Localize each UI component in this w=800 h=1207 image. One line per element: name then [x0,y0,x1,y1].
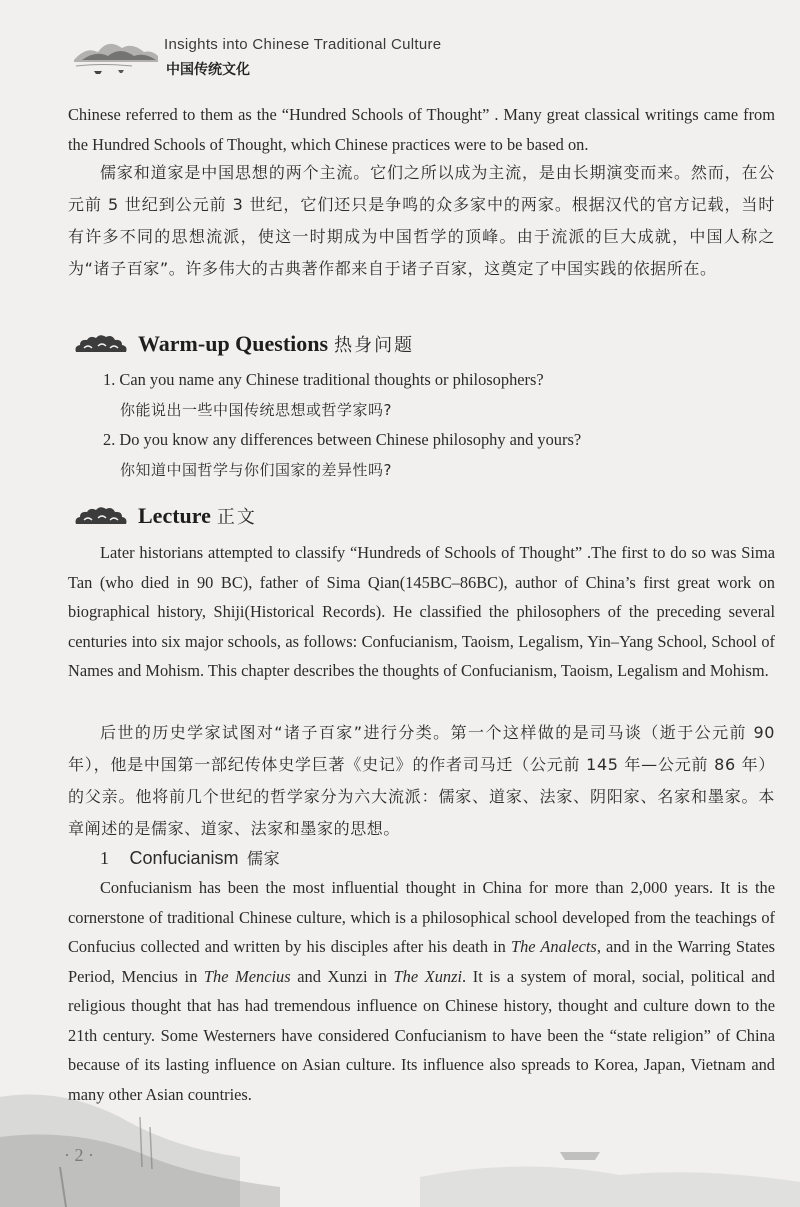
confucianism-text: Confucianism has been the most influential thought in China for more than 2,000 years. It is the cornerstone of traditional Chinese culture, which is a philosophical school developed from the teachings of Confucius collected and written by his disciples after his death in The Analects, and in the Warring States Period, Mencius in The Mencius and Xunzi in The Xunzi. It is a system of moral, social, political and religious thought that has had tremendous influence on Chinese history, thought and culture down to the 21th century. Some Westerners have considered Confucianism to have been the “state religion” of China because of its lasting influence on Asian culture. Its influence also spreads to Korea, Japan, Vietnam and many other Asian countries. [68,878,775,1104]
intro-chinese-paragraph [68,157,775,285]
lecture-heading-text: Lecture [138,503,211,528]
lecture-chinese-paragraph [68,717,775,845]
cloud-ornament-icon [72,504,130,528]
question-chinese: 你能说出一些中国传统思想或哲学家吗? [120,401,392,419]
intro-english-paragraph [68,100,775,159]
lecture-heading-cn: 正文 [216,507,257,528]
section-number: 1 [100,848,109,868]
question-english: 1. Can you name any Chinese traditional thoughts or philosophers? [103,370,544,389]
warmup-heading-text: Warm-up Questions [138,331,329,356]
section-name: Confucianism [129,848,239,868]
book-title: The Mencius [203,966,291,986]
warmup-heading [72,326,414,362]
book-title: The Xunzi [393,966,463,986]
cloud-ornament-icon [72,332,130,356]
section-name-cn: 儒家 [247,849,281,868]
mountain-landscape-icon [72,30,160,76]
intro-english-text: Chinese referred to them as the “Hundred Schools of Thought” . Many great classical writings came from the Hundred Schools of Thought, which Chinese practices were to be based on. [68,105,775,154]
page-number: · 2 · [64,1145,94,1165]
warmup-question-list [103,366,773,486]
question-english: 2. Do you know any differences between Chinese philosophy and yours? [103,430,582,449]
question-chinese: 你知道中国哲学与你们国家的差异性吗? [120,461,392,479]
warmup-question [103,366,773,426]
intro-chinese-text: 儒家和道家是中国思想的两个主流。它们之所以成为主流，是由长期演变而来。然而，在公元前 5 世纪到公元前 3 世纪，它们还只是争鸣的众多家中的两家。根据汉代的官方记载，当时有许多不同的思想流派，使这一时期成为中国哲学的顶峰。由于流派的巨大成就，中国人称之为“诸子百家”。许多伟大的古典著作都来自于诸子百家，这奠定了中国实践的依据所在。 [68,163,775,278]
landscape-decoration-icon [0,1057,800,1207]
header-title: Insights into Chinese Traditional Culture [164,36,442,53]
header-subtitle: 中国传统文化 [166,62,250,78]
lecture-heading [72,498,257,534]
lecture-english-text: Later historians attempted to classify “Hundreds of Schools of Thought” .The first to do so was Sima Tan (who died in 90 BC), father of Sima Qian(145BC–86BC), author of China’s first great work on biographical history, Shiji(Historical Records). He classified the philosophers of the preceding several centuries into six major schools, as follows: Confucianism, Taoism, Legalism, Yin–Yang School, School of Names and Mohism. This chapter describes the thoughts of Confucianism, Taoism, Legalism and Mohism. [68,543,775,680]
warmup-question [103,426,773,486]
running-header [72,26,492,96]
lecture-english-paragraph [68,538,775,686]
section-title-confucianism [100,843,280,875]
warmup-heading-cn: 热身问题 [334,335,415,356]
lecture-chinese-text: 后世的历史学家试图对“诸子百家”进行分类。第一个这样做的是司马谈（逝于公元前 90 年），他是中国第一部纪传体史学巨著《史记》的作者司马迁（公元前 145 年—公元前 86 年）的父亲。他将前几个世纪的哲学家分为六大流派：儒家、道家、法家、阴阳家、名家和墨家。本章阐述的是儒家、道家、法家和墨家的思想。 [68,723,775,838]
book-title: The Analects [510,937,597,956]
